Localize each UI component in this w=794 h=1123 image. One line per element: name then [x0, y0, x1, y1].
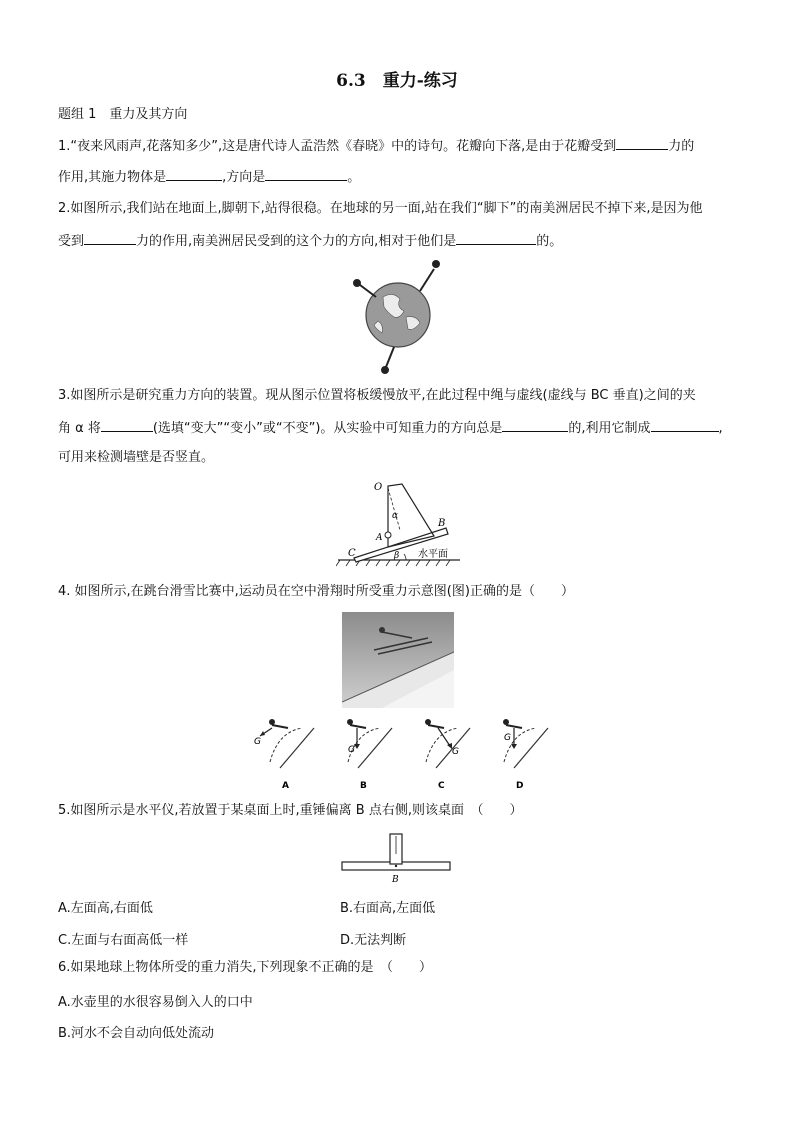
page-title: 6.3 重力-练习 — [336, 71, 458, 91]
question-2-line-2 — [58, 231, 562, 251]
q2-text-d: 的。 — [536, 234, 563, 249]
q3-text-b: 角 α 将 — [58, 421, 101, 436]
globe-figure — [348, 255, 448, 375]
answer-blank[interactable] — [166, 167, 222, 181]
q1-text-c: 作用,其施力物体是 — [58, 170, 167, 185]
label-b: B — [392, 875, 399, 884]
q6-option-b[interactable]: B.河水不会自动向低处流动 — [58, 1026, 215, 1041]
answer-blank[interactable] — [502, 418, 568, 432]
q1-text-b: 力的 — [668, 139, 695, 154]
option-d-diagram — [503, 719, 548, 791]
answer-blank[interactable] — [101, 418, 153, 432]
option-a-diagram — [254, 719, 314, 791]
q6-option-a[interactable]: A.水壶里的水很容易倒入人的口中 — [58, 995, 253, 1010]
level-figure — [340, 832, 452, 884]
question-4: 4. 如图所示,在跳台滑雪比赛中,运动员在空中滑翔时所受重力示意图(图)正确的是（ ） — [58, 584, 574, 599]
q5-option-b[interactable]: B.右面高,左面低 — [340, 901, 436, 916]
question-2-line-1: 2.如图所示,我们站在地面上,脚朝下,站得很稳。在地球的另一面,站在我们“脚下”的南美洲居民不掉下来,是因为他 — [58, 201, 703, 216]
q3-text-d: 的,利用它制成 — [568, 421, 651, 436]
question-1-line-2 — [58, 167, 360, 187]
answer-blank[interactable] — [651, 418, 719, 432]
q5-option-d[interactable]: D.无法判断 — [340, 933, 407, 948]
question-1-line-1 — [58, 136, 694, 156]
label-a: A — [376, 533, 383, 543]
answer-blank[interactable] — [456, 231, 536, 245]
label-o: O — [374, 482, 383, 493]
q1-text-e: 。 — [347, 170, 361, 185]
q2-text-c: 力的作用,南美洲居民受到的这个力的方向,相对于他们是 — [136, 234, 457, 249]
label-alpha: α — [392, 511, 399, 521]
q5-option-a[interactable]: A.左面高,右面低 — [58, 901, 153, 916]
question-6: 6.如果地球上物体所受的重力消失,下列现象不正确的是 （ ） — [58, 960, 433, 975]
label-beta: β — [394, 551, 400, 561]
q2-text-b: 受到 — [58, 234, 85, 249]
question-3-line-2 — [58, 418, 723, 438]
option-d-label: D — [516, 781, 524, 791]
q3-text-e: , — [718, 421, 723, 436]
answer-blank[interactable] — [616, 136, 668, 150]
question-3-line-3: 可用来检测墙壁是否竖直。 — [58, 450, 215, 465]
q1-text-a: 1.“夜来风雨声,花落知多少”,这是唐代诗人孟浩然《春晓》中的诗句。花瓣向下落,是由于花瓣受到 — [58, 139, 617, 154]
option-b-diagram — [347, 719, 392, 791]
g-label: G — [504, 733, 511, 743]
ski-jump-photo — [342, 612, 454, 708]
question-5: 5.如图所示是水平仪,若放置于某桌面上时,重锤偏离 B 点右侧,则该桌面 （ ） — [58, 803, 523, 818]
label-c: C — [348, 548, 356, 559]
label-ground: 水平面 — [418, 549, 448, 560]
option-a-label: A — [282, 781, 289, 791]
option-b-label: B — [360, 781, 367, 791]
q4-options-figure — [252, 714, 562, 792]
g-label: G — [348, 745, 355, 755]
incline-figure — [336, 476, 462, 568]
option-c-label: C — [438, 781, 445, 791]
answer-blank[interactable] — [84, 231, 136, 245]
option-c-diagram — [425, 719, 470, 791]
q3-text-c: (选填“变大”“变小”或“不变”)。从实验中可知重力的方向总是 — [152, 421, 503, 436]
answer-blank[interactable] — [265, 167, 347, 181]
group-heading: 题组 1 重力及其方向 — [58, 107, 188, 122]
q1-text-d: ,方向是 — [222, 170, 266, 185]
question-3-line-1: 3.如图所示是研究重力方向的装置。现从图示位置将板缓慢放平,在此过程中绳与虚线(虚线与 BC 垂直)之间的夹 — [58, 388, 696, 403]
label-b: B — [438, 518, 446, 529]
q5-option-c[interactable]: C.左面与右面高低一样 — [58, 933, 189, 948]
g-label: G — [254, 737, 261, 747]
g-label: G — [452, 747, 459, 757]
